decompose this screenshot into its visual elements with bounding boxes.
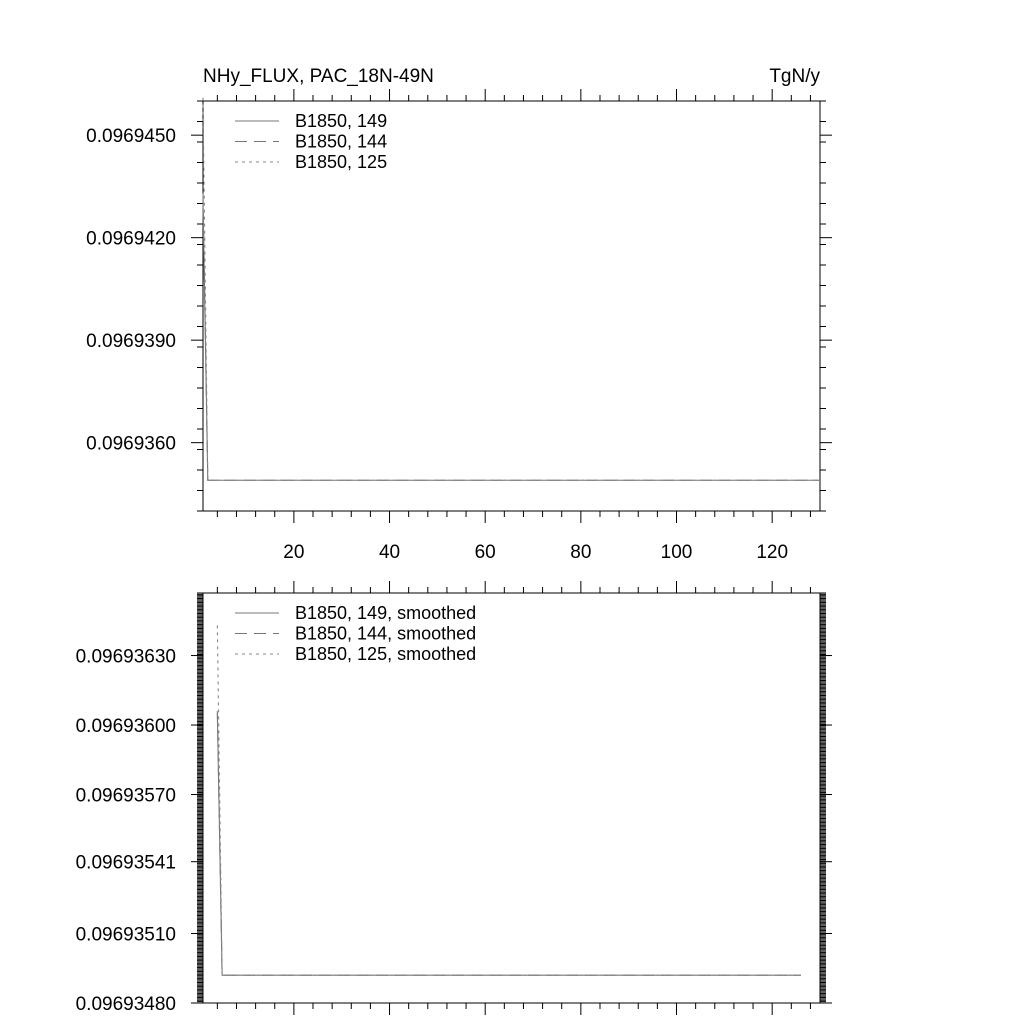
y-tick-label: 0.0969360 xyxy=(86,433,176,455)
y-tick-label: 0.09693570 xyxy=(75,785,176,807)
y-tick-label: 0.0969450 xyxy=(86,126,176,148)
y-tick-label: 0.09693630 xyxy=(75,646,176,668)
legend-label: B1850, 144, smoothed xyxy=(295,623,477,644)
series-line xyxy=(203,200,820,480)
y-tick-label: 0.0969390 xyxy=(86,331,176,353)
y-tick-label: 0.09693600 xyxy=(75,716,176,738)
y-tick-label: 0.09693541 xyxy=(75,852,176,874)
legend-label: B1850, 144 xyxy=(295,131,388,152)
series-line xyxy=(217,713,801,975)
legend-label: B1850, 149, smoothed xyxy=(295,603,477,623)
x-tick-label: 40 xyxy=(378,542,401,563)
legend-label: B1850, 149 xyxy=(295,111,388,131)
y-tick-label: 0.09693510 xyxy=(75,924,176,946)
series-line xyxy=(217,711,801,975)
series-line xyxy=(217,625,801,975)
bottom-panel xyxy=(76,581,832,1015)
y-tick-label: 0.0969420 xyxy=(86,228,176,250)
x-tick-label: 60 xyxy=(474,542,496,563)
units-label: TgN/y xyxy=(769,66,820,87)
top-panel xyxy=(86,66,832,563)
series-line xyxy=(203,193,820,480)
x-tick-label: 20 xyxy=(283,542,305,563)
legend-label: B1850, 125, smoothed xyxy=(295,644,477,664)
x-tick-label: 80 xyxy=(570,542,592,563)
y-tick-label: 0.09693480 xyxy=(75,994,176,1015)
x-tick-label: 100 xyxy=(660,542,693,563)
legend-label: B1850, 125 xyxy=(295,152,388,172)
x-tick-label: 120 xyxy=(756,542,789,563)
chart-title: NHy_FLUX, PAC_18N-49N xyxy=(203,66,434,87)
